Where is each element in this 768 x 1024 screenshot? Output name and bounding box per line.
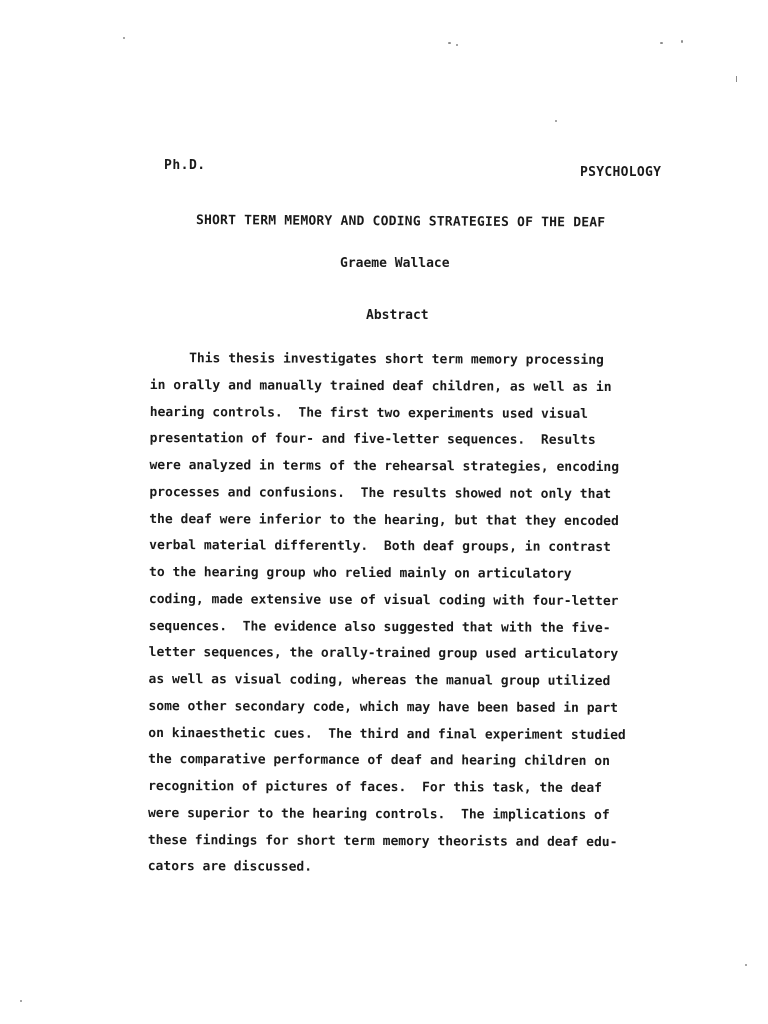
abstract-line: processes and confusions. The results showed not only that [149, 484, 612, 502]
scan-speck [448, 42, 451, 44]
abstract-line: hearing controls. The first two experiments used visual [149, 404, 589, 422]
abstract-line: to the hearing group who relied mainly on articulatory [148, 564, 572, 582]
scan-speck [660, 42, 663, 44]
abstract-line: verbal material differently. Both deaf groups, in contrast [149, 538, 611, 556]
scan-speck [555, 120, 557, 122]
abstract-line: recognition of pictures of faces. For this task, the deaf [148, 778, 603, 796]
abstract-line: sequences. The evidence also suggested that with the five- [148, 618, 611, 636]
abstract-line: these findings for short term memory theorists and deaf edu- [147, 832, 618, 850]
abstract-line: as well as visual coding, whereas the manual group utilized [148, 671, 611, 690]
abstract-line: some other secondary code, which may have been based in part [148, 698, 619, 716]
scan-speck [456, 44, 458, 46]
abstract-line: coding, made extensive use of visual coding with four-letter [148, 591, 619, 609]
abstract-line: were superior to the hearing controls. The implications of [147, 805, 610, 823]
abstract-line: presentation of four- and five-letter sequences. Results [149, 431, 596, 449]
thesis-title: SHORT TERM MEMORY AND CODING STRATEGIES OF THE DEAF [195, 213, 606, 231]
abstract-line: This thesis investigates short term memory processing [149, 350, 604, 368]
abstract-line: were analyzed in terms of the rehearsal strategies, encoding [149, 457, 620, 476]
department-label: PSYCHOLOGY [580, 165, 662, 180]
abstract-line: cators are discussed. [147, 859, 313, 875]
abstract-body [148, 346, 690, 883]
scan-speck [745, 964, 747, 966]
scan-speck [123, 37, 125, 39]
abstract-heading: Abstract [366, 308, 429, 323]
abstract-line: the comparative performance of deaf and hearing children on [148, 752, 611, 770]
author-name: Graeme Wallace [340, 256, 450, 271]
scan-speck [20, 1000, 22, 1002]
degree-label: Ph.D. [164, 158, 206, 173]
abstract-line: on kinaesthetic cues. The third and final experiment studied [148, 725, 626, 743]
scan-speck [736, 76, 737, 82]
abstract-line: letter sequences, the orally-trained group used articulatory [148, 645, 619, 663]
abstract-line: in orally and manually trained deaf children, as well as in [149, 377, 612, 395]
scan-speck [681, 40, 683, 43]
abstract-line: the deaf were inferior to the hearing, but that they encoded [149, 511, 619, 529]
